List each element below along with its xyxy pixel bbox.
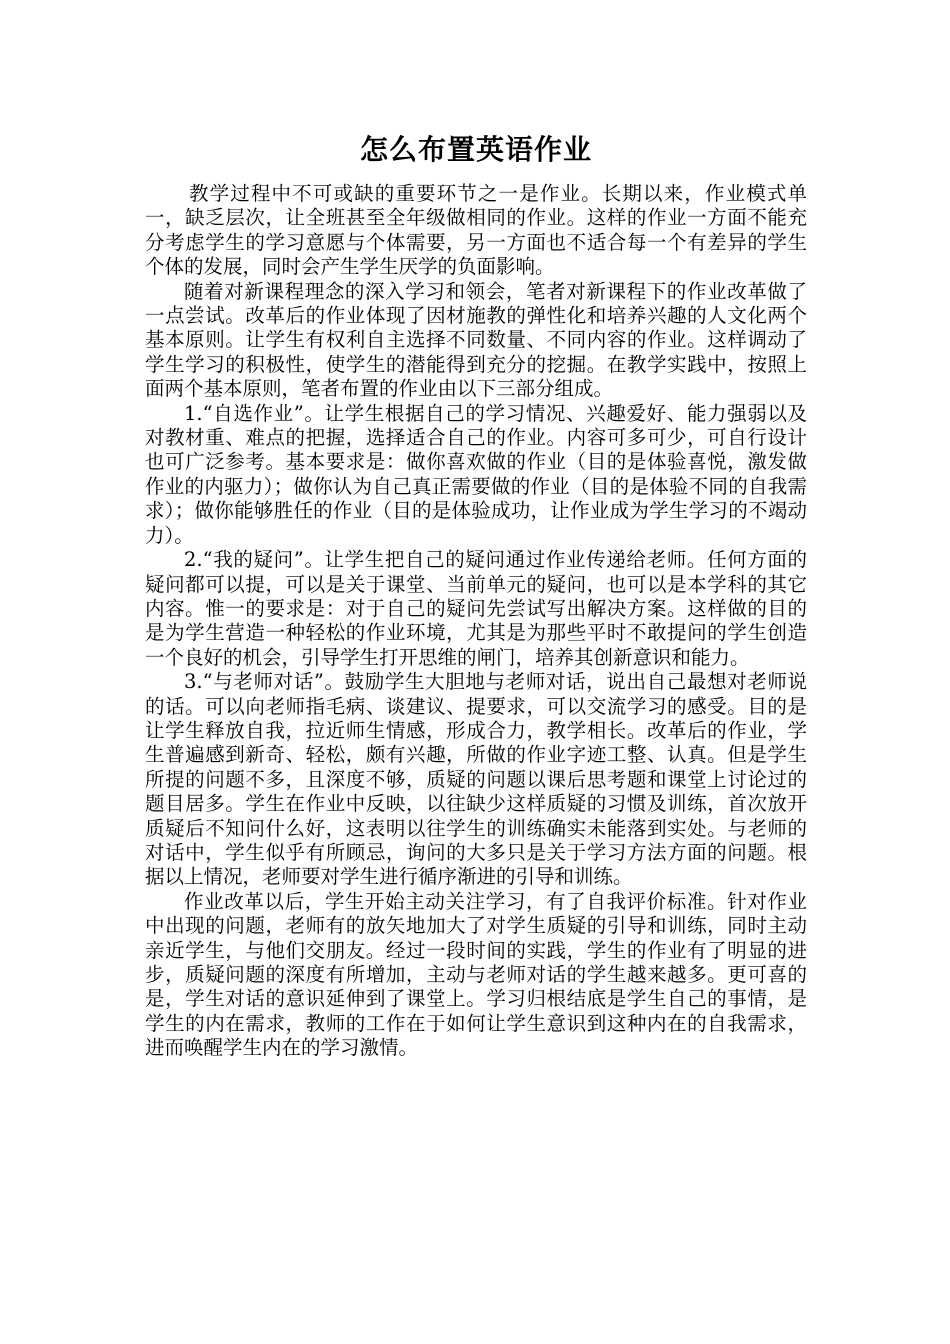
paragraph-intro: 教学过程中不可或缺的重要环节之一是作业。长期以来，作业模式单一，缺乏层次，让全班甚至全年级做相同的作业。这样的作业一方面不能充分考虑学生的学习意愿与个体需要，另一方面也不适合每一个有差异的学生个体的发展，同时会产生学生厌学的负面影响。 (145, 182, 807, 279)
paragraph-my-questions: 2.“我的疑问”。让学生把自己的疑问通过作业传递给老师。任何方面的疑问都可以提，可以是关于课堂、当前单元的疑问，也可以是本学科的其它内容。惟一的要求是：对于自己的疑问先尝试写出解决方案。这样做的目的是为学生营造一种轻松的作业环境，尤其是为那些平时不敢提问的学生创造一个良好的机会，引导学生打开思维的闸门，培养其创新意识和能力。 (145, 548, 807, 669)
document-title: 怎么布置英语作业 (359, 133, 592, 166)
paragraph-conclusion: 作业改革以后，学生开始主动关注学习，有了自我评价标准。针对作业中出现的问题，老师有的放矢地加大了对学生质疑的引导和训练，同时主动亲近学生，与他们交朋友。经过一段时间的实践，学生的作业有了明显的进步，质疑问题的深度有所增加，主动与老师对话的学生越来越多。更可喜的是，学生对话的意识延伸到了课堂上。学习归根结底是学生自己的事情，是学生的内在需求，教师的工作在于如何让学生意识到这种内在的自我需求，进而唤醒学生内在的学习激情。 (145, 889, 807, 1060)
document-body (145, 128, 807, 1061)
paragraph-self-selected-homework: 1.“自选作业”。让学生根据自己的学习情况、兴趣爱好、能力强弱以及对教材重、难点的把握，选择适合自己的作业。内容可多可少，可自行设计也可广泛参考。基本要求是：做你喜欢做的作业（目的是体验喜悦，激发做作业的内驱力）；做你认为自己真正需要做的作业（目的是体验不同的自我需求）；做你能够胜任的作业（目的是体验成功，让作业成为学生学习的不竭动力）。 (145, 401, 807, 547)
paragraph-dialogue-with-teacher: 3.“与老师对话”。鼓励学生大胆地与老师对话，说出自己最想对老师说的话。可以向老师指毛病、谈建议、提要求，可以交流学习的感受。目的是让学生释放自我，拉近师生情感，形成合力，教学相长。改革后的作业，学生普遍感到新奇、轻松，颇有兴趣，所做的作业字迹工整、认真。但是学生所提的问题不多，且深度不够，质疑的问题以课后思考题和课堂上讨论过的题目居多。学生在作业中反映，以往缺少这样质疑的习惯及训练，首次放开质疑后不知问什么好，这表明以往学生的训练确实未能落到实处。与老师的对话中，学生似乎有所顾忌，询问的大多只是关于学习方法方面的问题。根据以上情况，老师要对学生进行循序渐进的引导和训练。 (145, 670, 807, 889)
paragraph-reform-principles: 随着对新课程理念的深入学习和领会，笔者对新课程下的作业改革做了一点尝试。改革后的作业体现了因材施教的弹性化和培养兴趣的人文化两个基本原则。让学生有权利自主选择不同数量、不同内容的作业。这样调动了学生学习的积极性，使学生的潜能得到充分的挖掘。在教学实践中，按照上面两个基本原则，笔者布置的作业由以下三部分组成。 (145, 279, 807, 401)
